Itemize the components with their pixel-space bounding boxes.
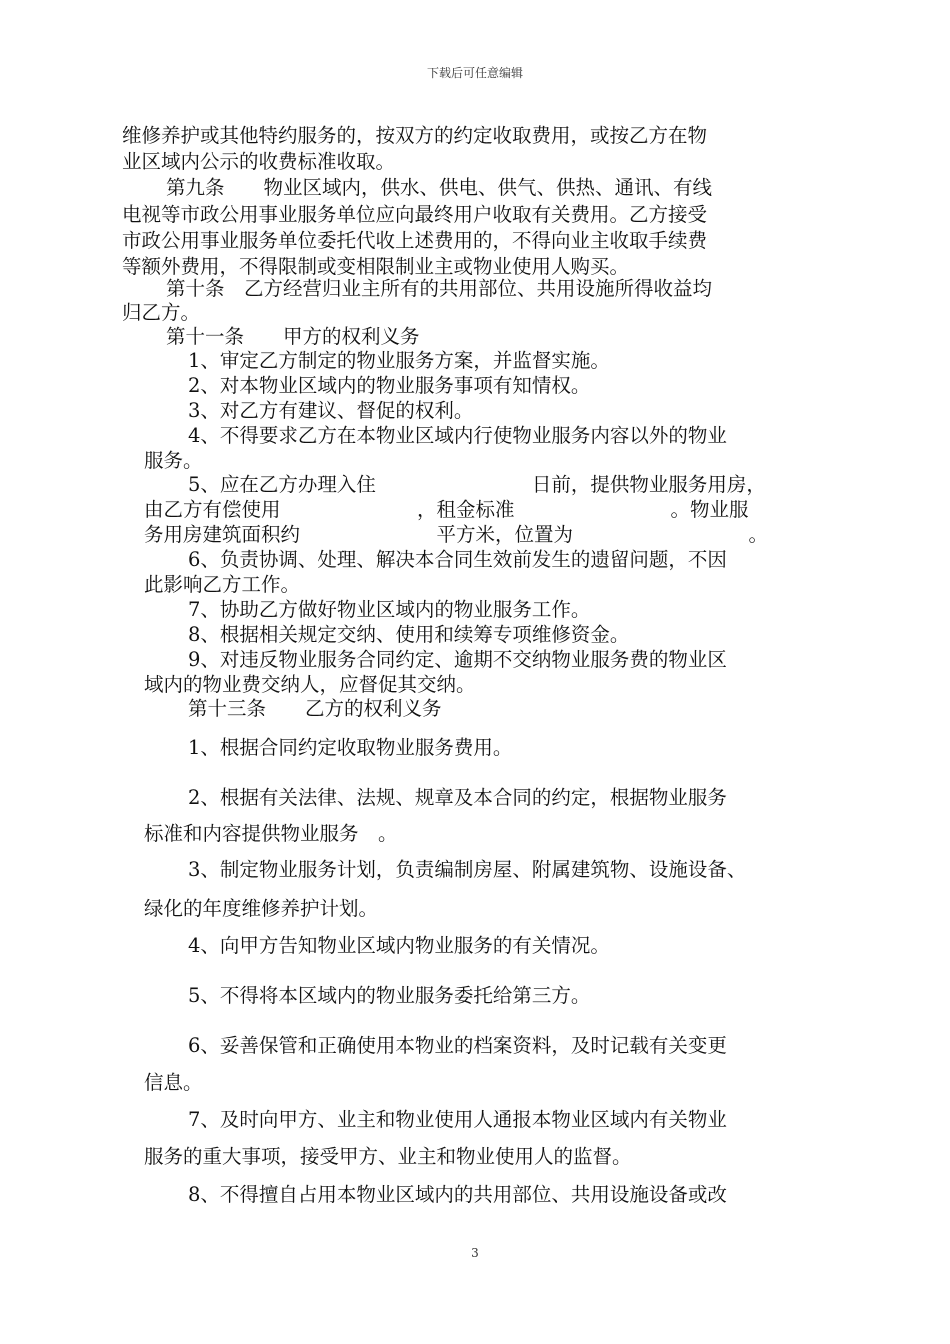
list-item: 1、根据合同约定收取物业服务费用。 [188,736,513,759]
list-item: 5、不得将本区域内的物业服务委托给第三方。 [188,984,591,1007]
list-item: 2、对本物业区域内的物业服务事项有知情权。 [188,374,591,397]
list-item: 4、向甲方告知物业区域内物业服务的有关情况。 [188,934,610,957]
list-item: 6、妥善保管和正确使用本物业的档案资料，及时记载有关变更 [188,1034,727,1057]
text-line: 市政公用事业服务单位委托代收上述费用的，不得向业主收取手续费 [122,229,708,252]
list-item: 3、制定物业服务计划，负责编制房屋、附属建筑物、设施设备、 [188,858,747,881]
page-header: 下载后可任意编辑 [426,66,523,80]
list-item: 8、不得擅自占用本物业区域内的共用部位、共用设施设备或改 [188,1183,727,1206]
list-item: 绿化的年度维修养护计划。 [144,897,379,920]
list-item: 2、根据有关法律、法规、规章及本合同的约定，根据物业服务 [188,786,727,809]
list-item: 务用房建筑面积约 平方米，位置为 。 [144,523,769,546]
list-item: 由乙方有偿使用 ，租金标准 。物业服 [144,498,749,521]
list-item: 9、对违反物业服务合同约定、逾期不交纳物业服务费的物业区 [188,648,727,671]
list-item: 信息。 [144,1071,203,1094]
list-item: 此影响乙方工作。 [144,573,301,596]
section-heading: 第十一条 甲方的权利义务 [166,325,420,348]
list-item: 7、协助乙方做好物业区域内的物业服务工作。 [188,598,591,621]
list-item: 4、不得要求乙方在本物业区域内行使物业服务内容以外的物业 [188,424,727,447]
list-item: 8、根据相关规定交纳、使用和续筹专项维修资金。 [188,623,630,646]
page-number: 3 [471,1246,479,1260]
list-item: 标准和内容提供物业服务 。 [144,822,398,845]
list-item: 服务。 [144,449,203,472]
text-line: 等额外费用，不得限制或变相限制业主或物业使用人购买。 [122,255,630,278]
list-item: 6、负责协调、处理、解决本合同生效前发生的遗留问题，不因 [188,548,727,571]
list-item: 服务的重大事项，接受甲方、业主和物业使用人的监督。 [144,1145,632,1168]
text-line: 业区域内公示的收费标准收取。 [122,150,396,173]
section-heading: 第十三条 乙方的权利义务 [188,697,442,720]
text-line: 第十条 乙方经营归业主所有的共用部位、共用设施所得收益均 [166,277,713,300]
text-line: 电视等市政公用事业服务单位应向最终用户收取有关费用。乙方接受 [122,203,708,226]
list-item: 7、及时向甲方、业主和物业使用人通报本物业区域内有关物业 [188,1108,727,1131]
text-line: 第九条 物业区域内，供水、供电、供气、供热、通讯、有线 [166,176,713,199]
list-item: 5、应在乙方办理入住 日前，提供物业服务用房， [188,473,766,496]
text-line: 维修养护或其他特约服务的，按双方的约定收取费用，或按乙方在物 [122,124,708,147]
list-item: 域内的物业费交纳人，应督促其交纳。 [144,673,476,696]
list-item: 1、审定乙方制定的物业服务方案，并监督实施。 [188,349,610,372]
list-item: 3、对乙方有建议、督促的权利。 [188,399,474,422]
text-line: 归乙方。 [122,301,201,324]
